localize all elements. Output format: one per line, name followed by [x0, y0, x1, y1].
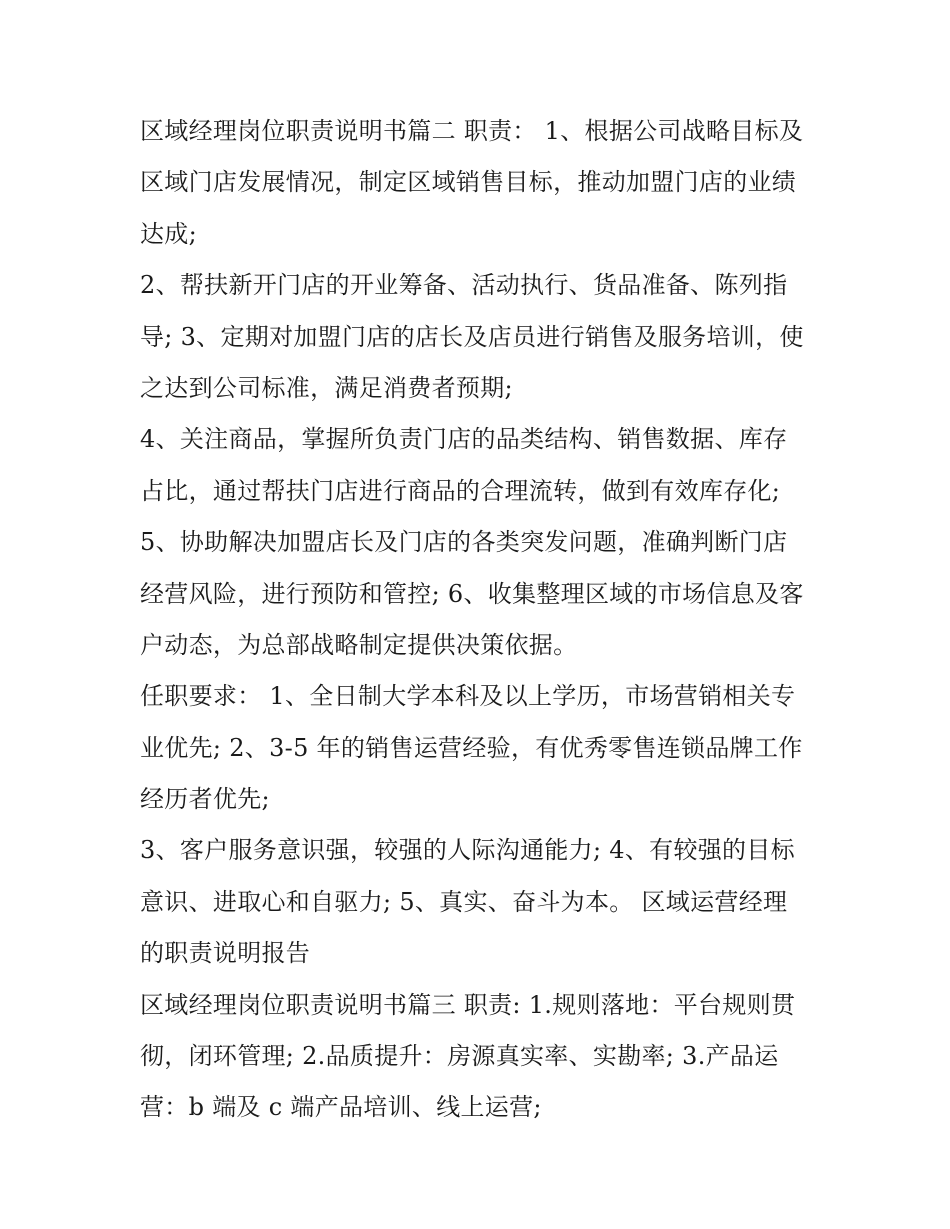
text-line: 5、协助解决加盟店长及门店的各类突发问题，准确判断门店 [140, 528, 788, 557]
text-line: 之达到公司标准，满足消费者预期; [140, 373, 513, 402]
text-line: 4、关注商品，掌握所负责门店的品类结构、销售数据、库存 [140, 425, 788, 454]
text-line: 区域门店发展情况，制定区域销售目标，推动加盟门店的业绩 [140, 168, 797, 197]
text-line: 意识、进取心和自驱力; 5、真实、奋斗为本。 区域运营经理 [140, 887, 788, 916]
text-line: 彻，闭环管理; 2.品质提升：房源真实率、实勘率; 3.产品运 [140, 1042, 779, 1071]
text-line: 的职责说明报告 [140, 939, 311, 968]
text-line: 占比，通过帮扶门店进行商品的合理流转，做到有效库存化; [140, 476, 781, 505]
text-line: 达成; [140, 219, 197, 248]
text-line: 区域经理岗位职责说明书篇二 职责： 1、根据公司战略目标及 [140, 117, 804, 145]
document-body [140, 106, 820, 1134]
text-line: 经历者优先; [140, 785, 270, 814]
text-line: 导; 3、定期对加盟门店的店长及店员进行销售及服务培训，使 [140, 322, 804, 351]
text-line: 3、客户服务意识强，较强的人际沟通能力; 4、有较强的目标 [140, 836, 795, 865]
text-line: 户动态，为总部战略制定提供决策依据。 [140, 630, 578, 659]
text-line: 2、帮扶新开门店的开业筹备、活动执行、货品准备、陈列指 [140, 271, 788, 300]
text-line: 业优先; 2、3-5 年的销售运营经验，有优秀零售连锁品牌工作 [140, 733, 803, 762]
text-line: 营：b 端及 c 端产品培训、线上运营; [140, 1093, 542, 1122]
text-line: 区域经理岗位职责说明书篇三 职责: 1.规则落地：平台规则贯 [140, 990, 796, 1019]
text-line: 经营风险，进行预防和管控; 6、收集整理区域的市场信息及客 [140, 579, 804, 608]
text-line: 任职要求： 1、全日制大学本科及以上学历，市场营销相关专 [140, 682, 796, 711]
